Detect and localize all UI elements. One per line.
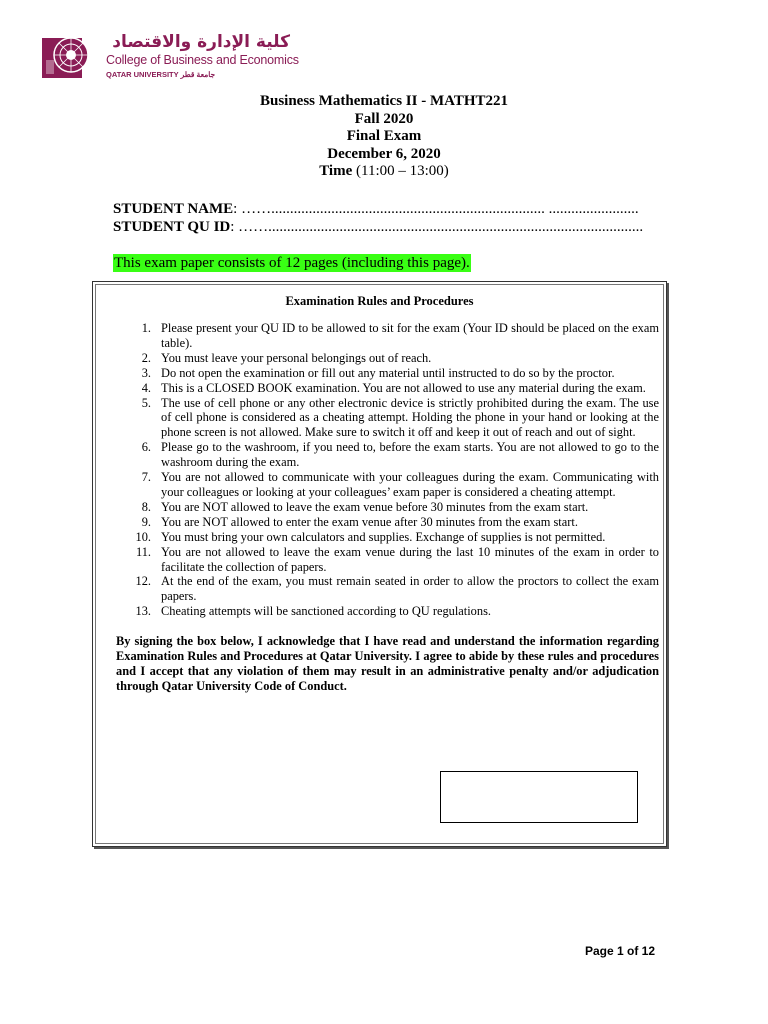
rule-number: 1.: [141, 321, 151, 335]
rule-number: 13.: [135, 604, 151, 619]
rule-item: [116, 351, 659, 366]
rule-text: You are NOT allowed to leave the exam venue before 30 minutes from the exam start.: [161, 499, 589, 514]
rules-box: [92, 281, 667, 847]
exam-date: December 6, 2020: [327, 145, 441, 162]
student-name-label: STUDENT NAME: [113, 201, 234, 217]
logo-university-name: QATAR UNIVERSITY جامعة قطر: [106, 70, 216, 79]
rule-number: 7.: [141, 470, 151, 485]
term: Fall 2020: [354, 110, 414, 127]
rule-text: Please present your QU ID to be allowed to sit for the exam (Your ID should be placed on the exam table).: [161, 321, 659, 350]
rule-number: 10.: [135, 529, 151, 544]
rule-item: [116, 500, 659, 515]
rule-number: 2.: [141, 350, 151, 365]
rule-text: Please go to the washroom, if you need to, before the exam starts. You are not allowed to go to the washroom during the exam.: [161, 440, 659, 470]
rule-item: [116, 515, 659, 530]
rule-item: [116, 470, 659, 500]
rule-number: 4.: [141, 380, 151, 395]
rules-title: Examination Rules and Procedures: [285, 294, 474, 308]
rule-item: [116, 604, 659, 619]
student-id-label: STUDENT QU ID: [113, 219, 231, 235]
signature-box[interactable]: [440, 771, 638, 823]
rule-item: [116, 321, 659, 351]
rules-list: [116, 321, 659, 619]
rule-number: 12.: [135, 574, 151, 589]
student-name-line[interactable]: [113, 201, 639, 218]
rule-item: [116, 381, 659, 396]
rule-text: The use of cell phone or any other electronic device is strictly prohibited during the exam. The use of cell phone is considered as a cheating attempt. Holding the phone in your hand or looking at the phone screen is not allowed. Make sure to switch it off and keep it out of reach and out of sight.: [161, 395, 659, 440]
acknowledgement-text: By signing the box below, I acknowledge that I have read and understand the information regarding Examination Rules and Procedures at Qatar University. I agree to abide by these rules and procedures and I accept that any violation of them may result in an administrative penalty and/or adjudication through Qatar University Code of Conduct.: [116, 634, 659, 693]
time-value: (11:00 – 13:00): [356, 163, 449, 180]
rule-number: 3.: [141, 365, 151, 380]
exam-time: [0, 163, 768, 181]
page-number: Page 1 of 12: [585, 944, 656, 958]
rule-item: [116, 574, 659, 604]
college-logo: [40, 30, 299, 82]
rule-item: [116, 440, 659, 470]
rule-number: 8.: [141, 499, 151, 514]
rule-number: 6.: [141, 440, 151, 455]
rule-text: You must leave your personal belongings out of reach.: [161, 350, 432, 365]
course-title: Business Mathematics II - MATHT221: [259, 93, 509, 109]
rules-box-inner: [95, 284, 664, 844]
time-label: Time: [319, 163, 353, 180]
rule-item: [116, 396, 659, 441]
rule-item: [116, 530, 659, 545]
logo-english-name: College of Business and Economics: [106, 53, 299, 67]
rule-text: You must bring your own calculators and supplies. Exchange of supplies is not permitted.: [161, 529, 606, 544]
rule-text: At the end of the exam, you must remain seated in order to allow the proctors to collect the exam papers.: [161, 574, 659, 604]
exam-header: [0, 93, 768, 181]
qu-emblem-icon: [40, 30, 102, 82]
page-count-notice: This exam paper consists of 12 pages (including this page).: [114, 255, 470, 271]
rule-item: [116, 366, 659, 381]
rule-text: You are NOT allowed to enter the exam venue after 30 minutes from the exam start.: [161, 514, 578, 529]
logo-arabic-name: كلية الإدارة والاقتصاد: [112, 32, 290, 52]
exam-type: Final Exam: [346, 128, 422, 145]
rule-number: 5.: [141, 395, 151, 410]
rule-text: You are not allowed to communicate with your colleagues during the exam. Communicating with your colleagues or looking at your colleagues’ exam paper is considered a cheating attempt.: [161, 470, 659, 499]
student-id-field[interactable]: : ……....................................................................................................: [230, 219, 644, 235]
rule-text: You are not allowed to leave the exam venue during the last 10 minutes of the exam in order to facilitate the collection of papers.: [161, 544, 659, 574]
rule-text: This is a CLOSED BOOK examination. You are not allowed to use any material during the exam.: [161, 380, 646, 395]
rule-number: 9.: [141, 514, 151, 529]
rule-item: [116, 545, 659, 575]
rule-text: Do not open the examination or fill out any material until instructed to do so by the proctor.: [161, 365, 615, 380]
rule-text: Cheating attempts will be sanctioned according to QU regulations.: [161, 604, 491, 619]
student-id-line[interactable]: [113, 219, 643, 236]
student-name-field[interactable]: : ……......................................................................... ........................: [233, 201, 639, 217]
rule-number: 11.: [135, 544, 151, 559]
